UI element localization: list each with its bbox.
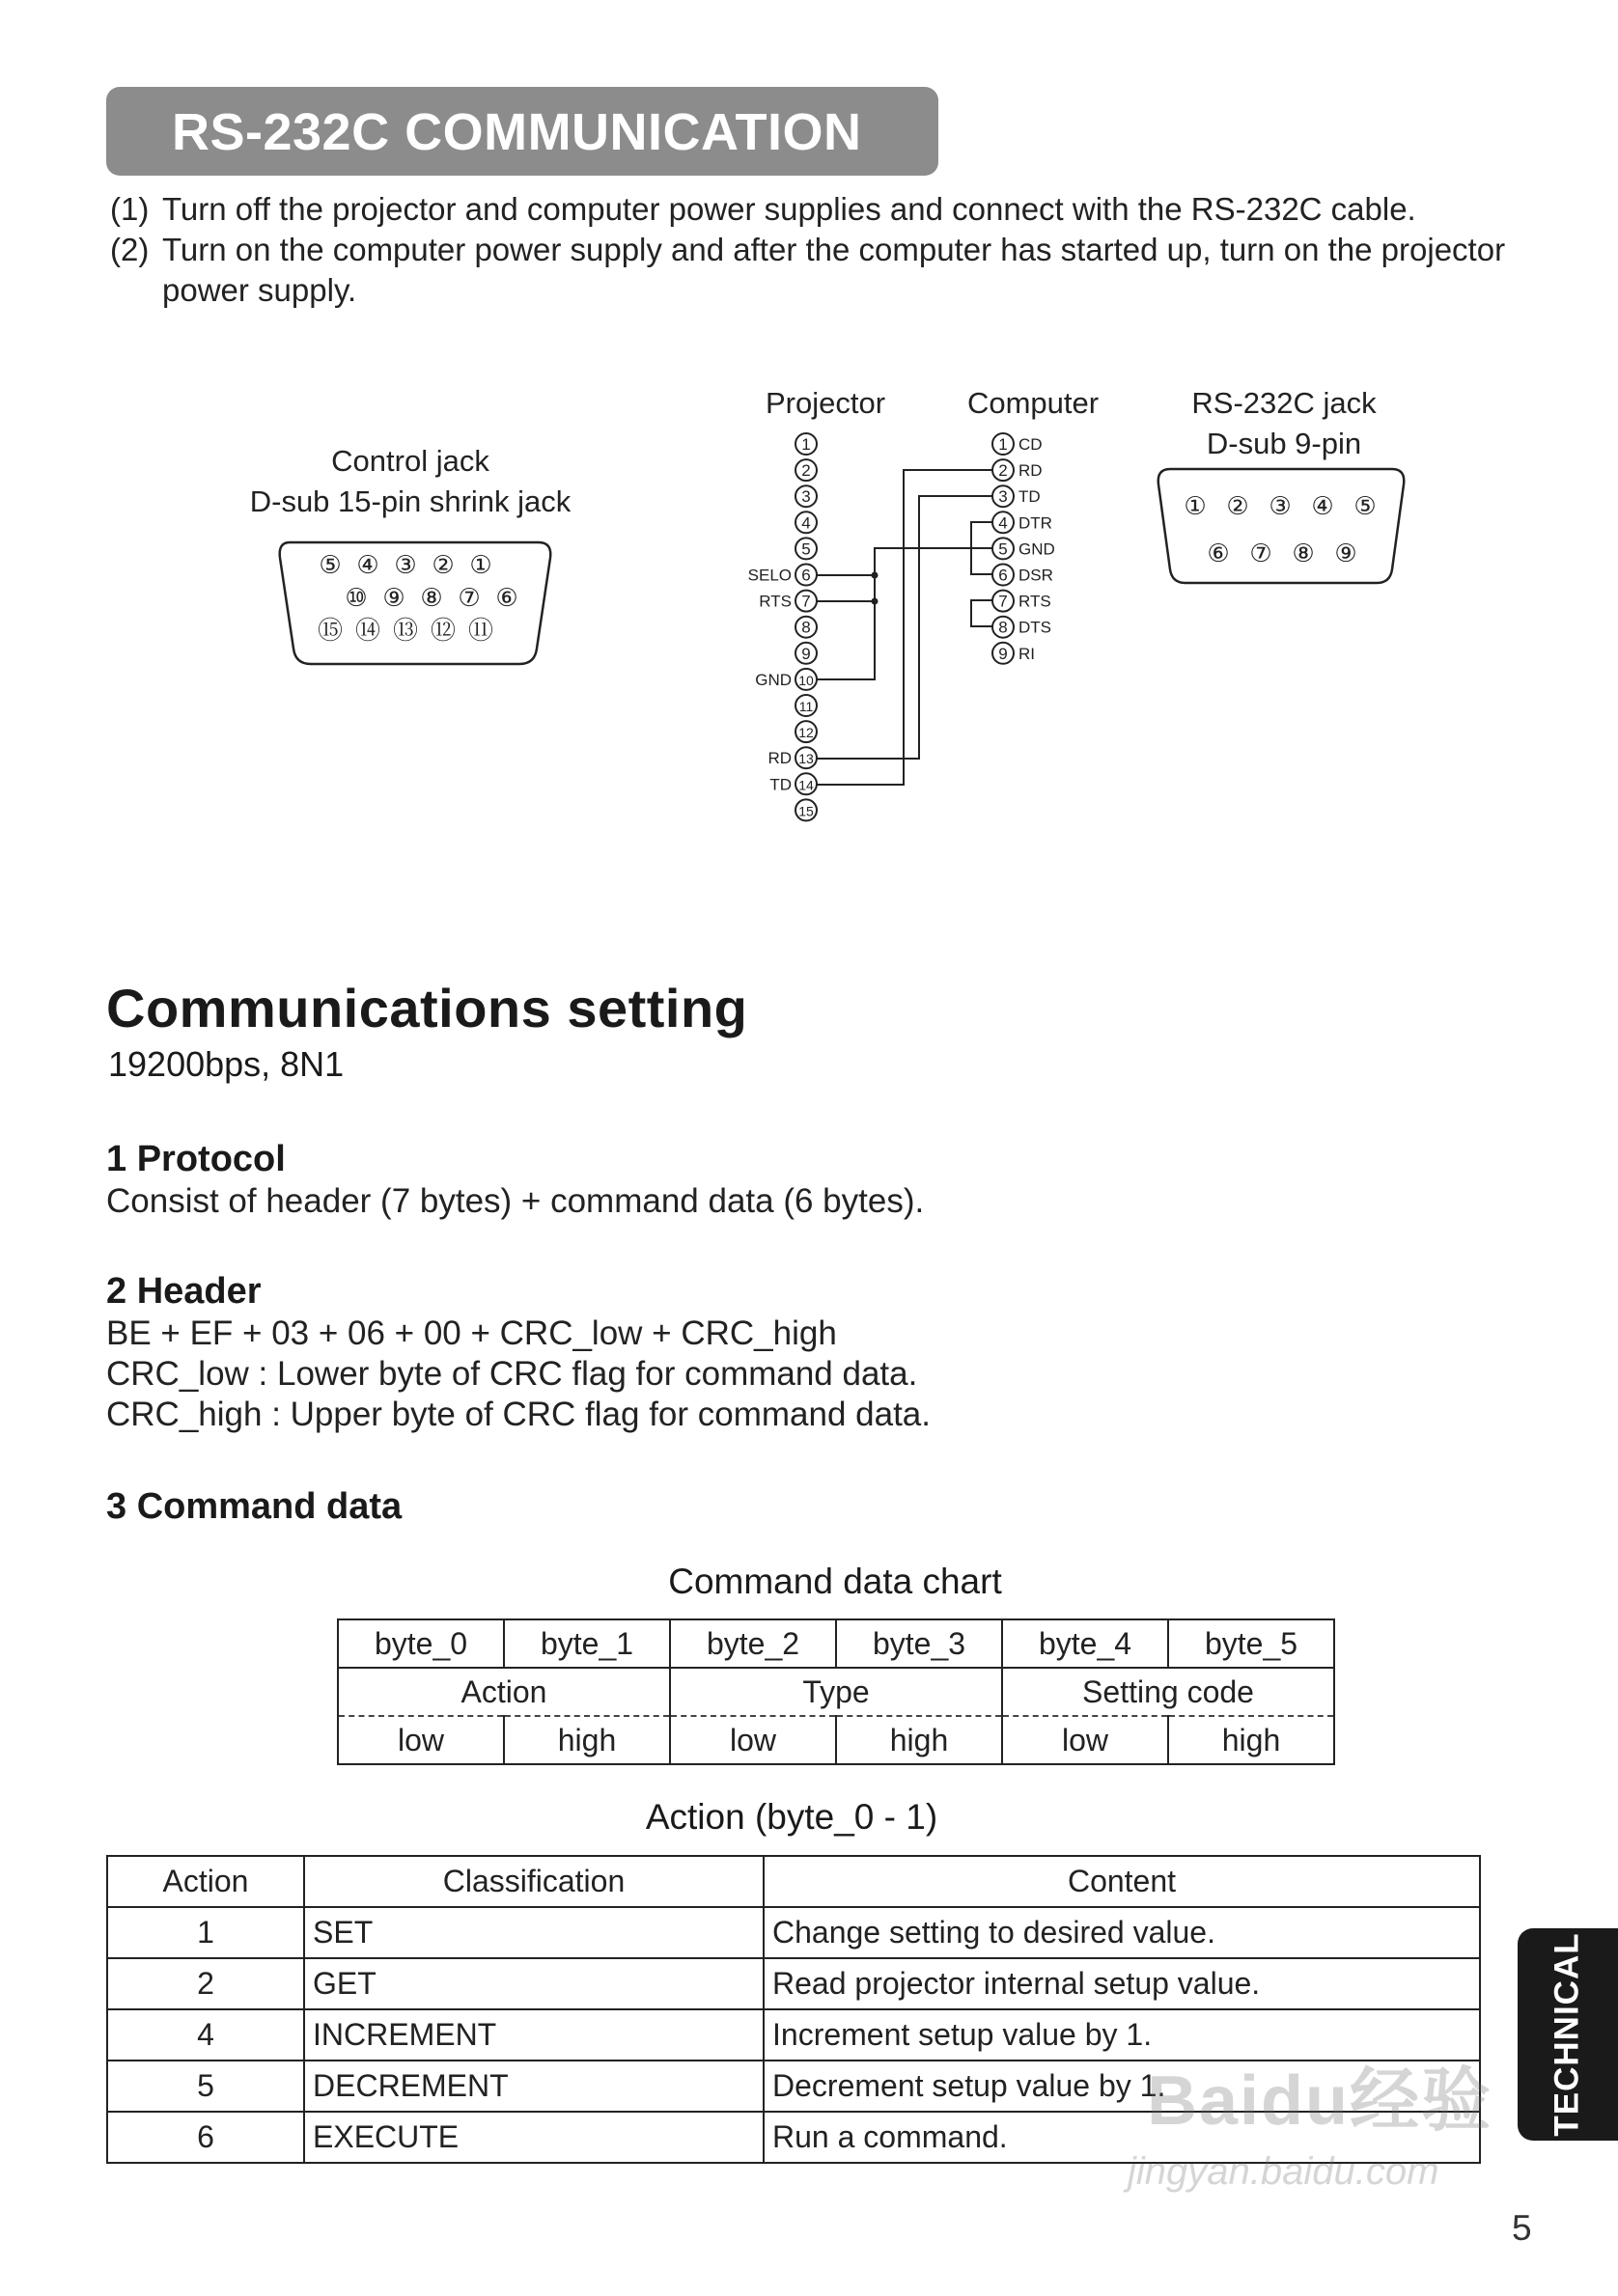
computer-label: Computer — [966, 386, 1100, 420]
d9-pin: ① — [1184, 491, 1207, 520]
low-cell: low — [1002, 1716, 1168, 1764]
action-code: 6 — [107, 2112, 304, 2163]
classification: INCREMENT — [304, 2009, 764, 2061]
wiring-diagram — [0, 0, 1618, 869]
command-chart-title: Command data chart — [668, 1562, 1002, 1601]
watermark-logo-text: Baidu经验 — [1147, 2062, 1493, 2140]
header-heading: 2 Header — [106, 1271, 262, 1312]
group-cell: Type — [670, 1668, 1002, 1716]
projector-pin-label: TD — [769, 775, 792, 794]
column-header: Classification — [304, 1856, 764, 1907]
d15-pin-group — [318, 550, 518, 645]
group-cell: Action — [338, 1668, 670, 1716]
technical-tab-label: TECHNICAL — [1548, 1932, 1586, 2137]
byte-cell: byte_0 — [338, 1619, 504, 1668]
computer-pin-label: RD — [1018, 461, 1043, 481]
computer-pin-number: 2 — [998, 461, 1008, 481]
content: Read projector internal setup value. — [764, 1958, 1480, 2009]
low-cell: low — [338, 1716, 504, 1764]
d9-pin: ④ — [1311, 491, 1334, 520]
projector-pin-number: 7 — [801, 592, 811, 611]
table-row — [338, 1668, 1334, 1716]
low-cell: low — [670, 1716, 836, 1764]
content: Run a command. — [764, 2112, 1480, 2163]
computer-pin-label: CD — [1018, 435, 1043, 454]
action-table-title: Action (byte_0 - 1) — [645, 1797, 938, 1837]
protocol-text: Consist of header (7 bytes) + command data (6 bytes). — [106, 1182, 925, 1220]
byte-cell: byte_5 — [1168, 1619, 1334, 1668]
computer-pin-label: RTS — [1018, 592, 1051, 611]
table-row — [107, 1958, 1480, 2009]
computer-pin-label: RI — [1018, 644, 1035, 663]
wire-td-rd — [817, 470, 992, 785]
high-cell: high — [1168, 1716, 1334, 1764]
comm-setting-heading: Communications setting — [106, 978, 748, 1038]
action-code: 2 — [107, 1958, 304, 2009]
baud-rate: 19200bps, 8N1 — [108, 1044, 345, 1084]
page-title: RS-232C COMMUNICATION — [172, 103, 862, 161]
content: Change setting to desired value. — [764, 1907, 1480, 1958]
content: Decrement setup value by 1. — [764, 2061, 1480, 2112]
byte-cell: byte_1 — [504, 1619, 670, 1668]
step-number: (2) — [110, 232, 150, 267]
d15-pin: ⑤ — [319, 550, 342, 579]
column-header: Action — [107, 1856, 304, 1907]
d15-pin: ③ — [394, 550, 417, 579]
computer-pin-number: 7 — [998, 592, 1008, 611]
d15-pin: ⑫ — [430, 616, 457, 645]
projector-pin-number: 5 — [801, 539, 811, 559]
projector-pin-column — [748, 433, 817, 820]
table-header-row — [107, 1856, 1480, 1907]
computer-pin-number: 1 — [998, 435, 1008, 454]
d15-pin: ① — [469, 550, 492, 579]
d15-pin: ⑧ — [420, 583, 443, 612]
classification: EXECUTE — [304, 2112, 764, 2163]
d15-pin: ⑥ — [495, 583, 518, 612]
d15-pin: ⑩ — [345, 583, 368, 612]
projector-pin-number: 13 — [798, 751, 814, 767]
high-cell: high — [504, 1716, 670, 1764]
projector-pin-number: 9 — [801, 644, 811, 663]
computer-pin-number: 5 — [998, 539, 1008, 559]
d9-pin: ⑦ — [1249, 539, 1272, 567]
d9-pin: ③ — [1269, 491, 1292, 520]
header-line: BE + EF + 03 + 06 + 00 + CRC_low + CRC_high — [106, 1314, 837, 1352]
table-row — [107, 1907, 1480, 1958]
computer-pin-label: DTR — [1018, 513, 1052, 533]
classification: GET — [304, 1958, 764, 2009]
projector-pin-number: 6 — [801, 566, 811, 585]
watermark-url: jingyan.baidu.com — [1128, 2150, 1439, 2193]
projector-pin-label: GND — [755, 670, 792, 689]
table-row — [338, 1716, 1334, 1764]
d9-pin: ⑨ — [1334, 539, 1357, 567]
d9-pin: ② — [1226, 491, 1249, 520]
command-data-heading: 3 Command data — [106, 1486, 403, 1527]
group-cell: Setting code — [1002, 1668, 1334, 1716]
d15-pin: ④ — [356, 550, 379, 579]
header-line: CRC_low : Lower byte of CRC flag for command data. — [106, 1355, 918, 1393]
d15-pin: ⑬ — [392, 616, 419, 645]
projector-pin-number: 15 — [798, 803, 814, 819]
projector-pin-label: RTS — [759, 592, 792, 611]
computer-pin-number: 3 — [998, 487, 1008, 507]
step-text: Turn off the projector and computer power supplies and connect with the RS-232C cable. — [162, 191, 1416, 227]
computer-pin-column — [992, 433, 1055, 664]
table-row — [338, 1619, 1334, 1668]
computer-pin-label: TD — [1018, 487, 1041, 507]
projector-pin-number: 2 — [801, 461, 811, 481]
projector-label: Projector — [765, 386, 886, 420]
projector-pin-label: SELO — [747, 566, 792, 585]
column-header: Content — [764, 1856, 1480, 1907]
high-cell: high — [836, 1716, 1002, 1764]
classification: SET — [304, 1907, 764, 1958]
d9-pin: ⑧ — [1292, 539, 1315, 567]
computer-pin-number: 4 — [998, 513, 1008, 533]
action-code: 1 — [107, 1907, 304, 1958]
byte-cell: byte_2 — [670, 1619, 836, 1668]
byte-cell: byte_3 — [836, 1619, 1002, 1668]
computer-pin-number: 8 — [998, 618, 1008, 637]
d9-pin-group — [1184, 491, 1376, 567]
step-text: Turn on the computer power supply and after the computer has started up, turn on the projector power supply. — [162, 232, 1506, 308]
projector-pin-label: RD — [767, 749, 792, 768]
header-line: CRC_high : Upper byte of CRC flag for command data. — [106, 1396, 931, 1433]
computer-pin-label: DSR — [1018, 566, 1053, 585]
projector-pin-number: 11 — [798, 699, 814, 714]
computer-pin-number: 6 — [998, 566, 1008, 585]
projector-pin-number: 3 — [801, 487, 811, 507]
loop-rts-dts — [971, 600, 992, 626]
action-code: 4 — [107, 2009, 304, 2061]
byte-cell: byte_4 — [1002, 1619, 1168, 1668]
action-code: 5 — [107, 2061, 304, 2112]
page-number: 5 — [1512, 2208, 1532, 2248]
control-jack-label: Control jack D-sub 15-pin shrink jack — [249, 444, 572, 518]
junction-dot — [872, 598, 879, 605]
projector-pin-number: 8 — [801, 618, 811, 637]
command-data-table — [337, 1618, 1335, 1765]
classification: DECREMENT — [304, 2061, 764, 2112]
d15-pin: ② — [432, 550, 455, 579]
projector-pin-number: 10 — [798, 672, 814, 688]
junction-dot — [872, 572, 879, 579]
d15-pin: ⑦ — [458, 583, 481, 612]
computer-pin-label: DTS — [1018, 618, 1051, 637]
computer-pin-number: 9 — [998, 644, 1008, 663]
d15-pin: ⑪ — [467, 616, 494, 645]
projector-pin-number: 14 — [798, 777, 814, 793]
computer-pin-label: GND — [1018, 539, 1055, 559]
protocol-heading: 1 Protocol — [106, 1139, 286, 1179]
d15-pin: ⑮ — [317, 616, 344, 645]
wire-group — [817, 470, 992, 785]
rs232c-jack-label: RS-232C jack D-sub 9-pin — [1191, 386, 1377, 460]
projector-pin-number: 4 — [801, 513, 811, 533]
step-number: (1) — [110, 191, 150, 227]
d15-pin: ⑭ — [354, 616, 381, 645]
projector-pin-number: 12 — [798, 725, 814, 741]
projector-pin-number: 1 — [801, 435, 811, 454]
baidu-watermark — [1128, 2044, 1493, 2194]
d15-pin: ⑨ — [382, 583, 405, 612]
d-sub-9-connector — [1158, 469, 1405, 583]
d9-pin: ⑤ — [1353, 491, 1377, 520]
content: Increment setup value by 1. — [764, 2009, 1480, 2061]
d9-pin: ⑥ — [1207, 539, 1230, 567]
